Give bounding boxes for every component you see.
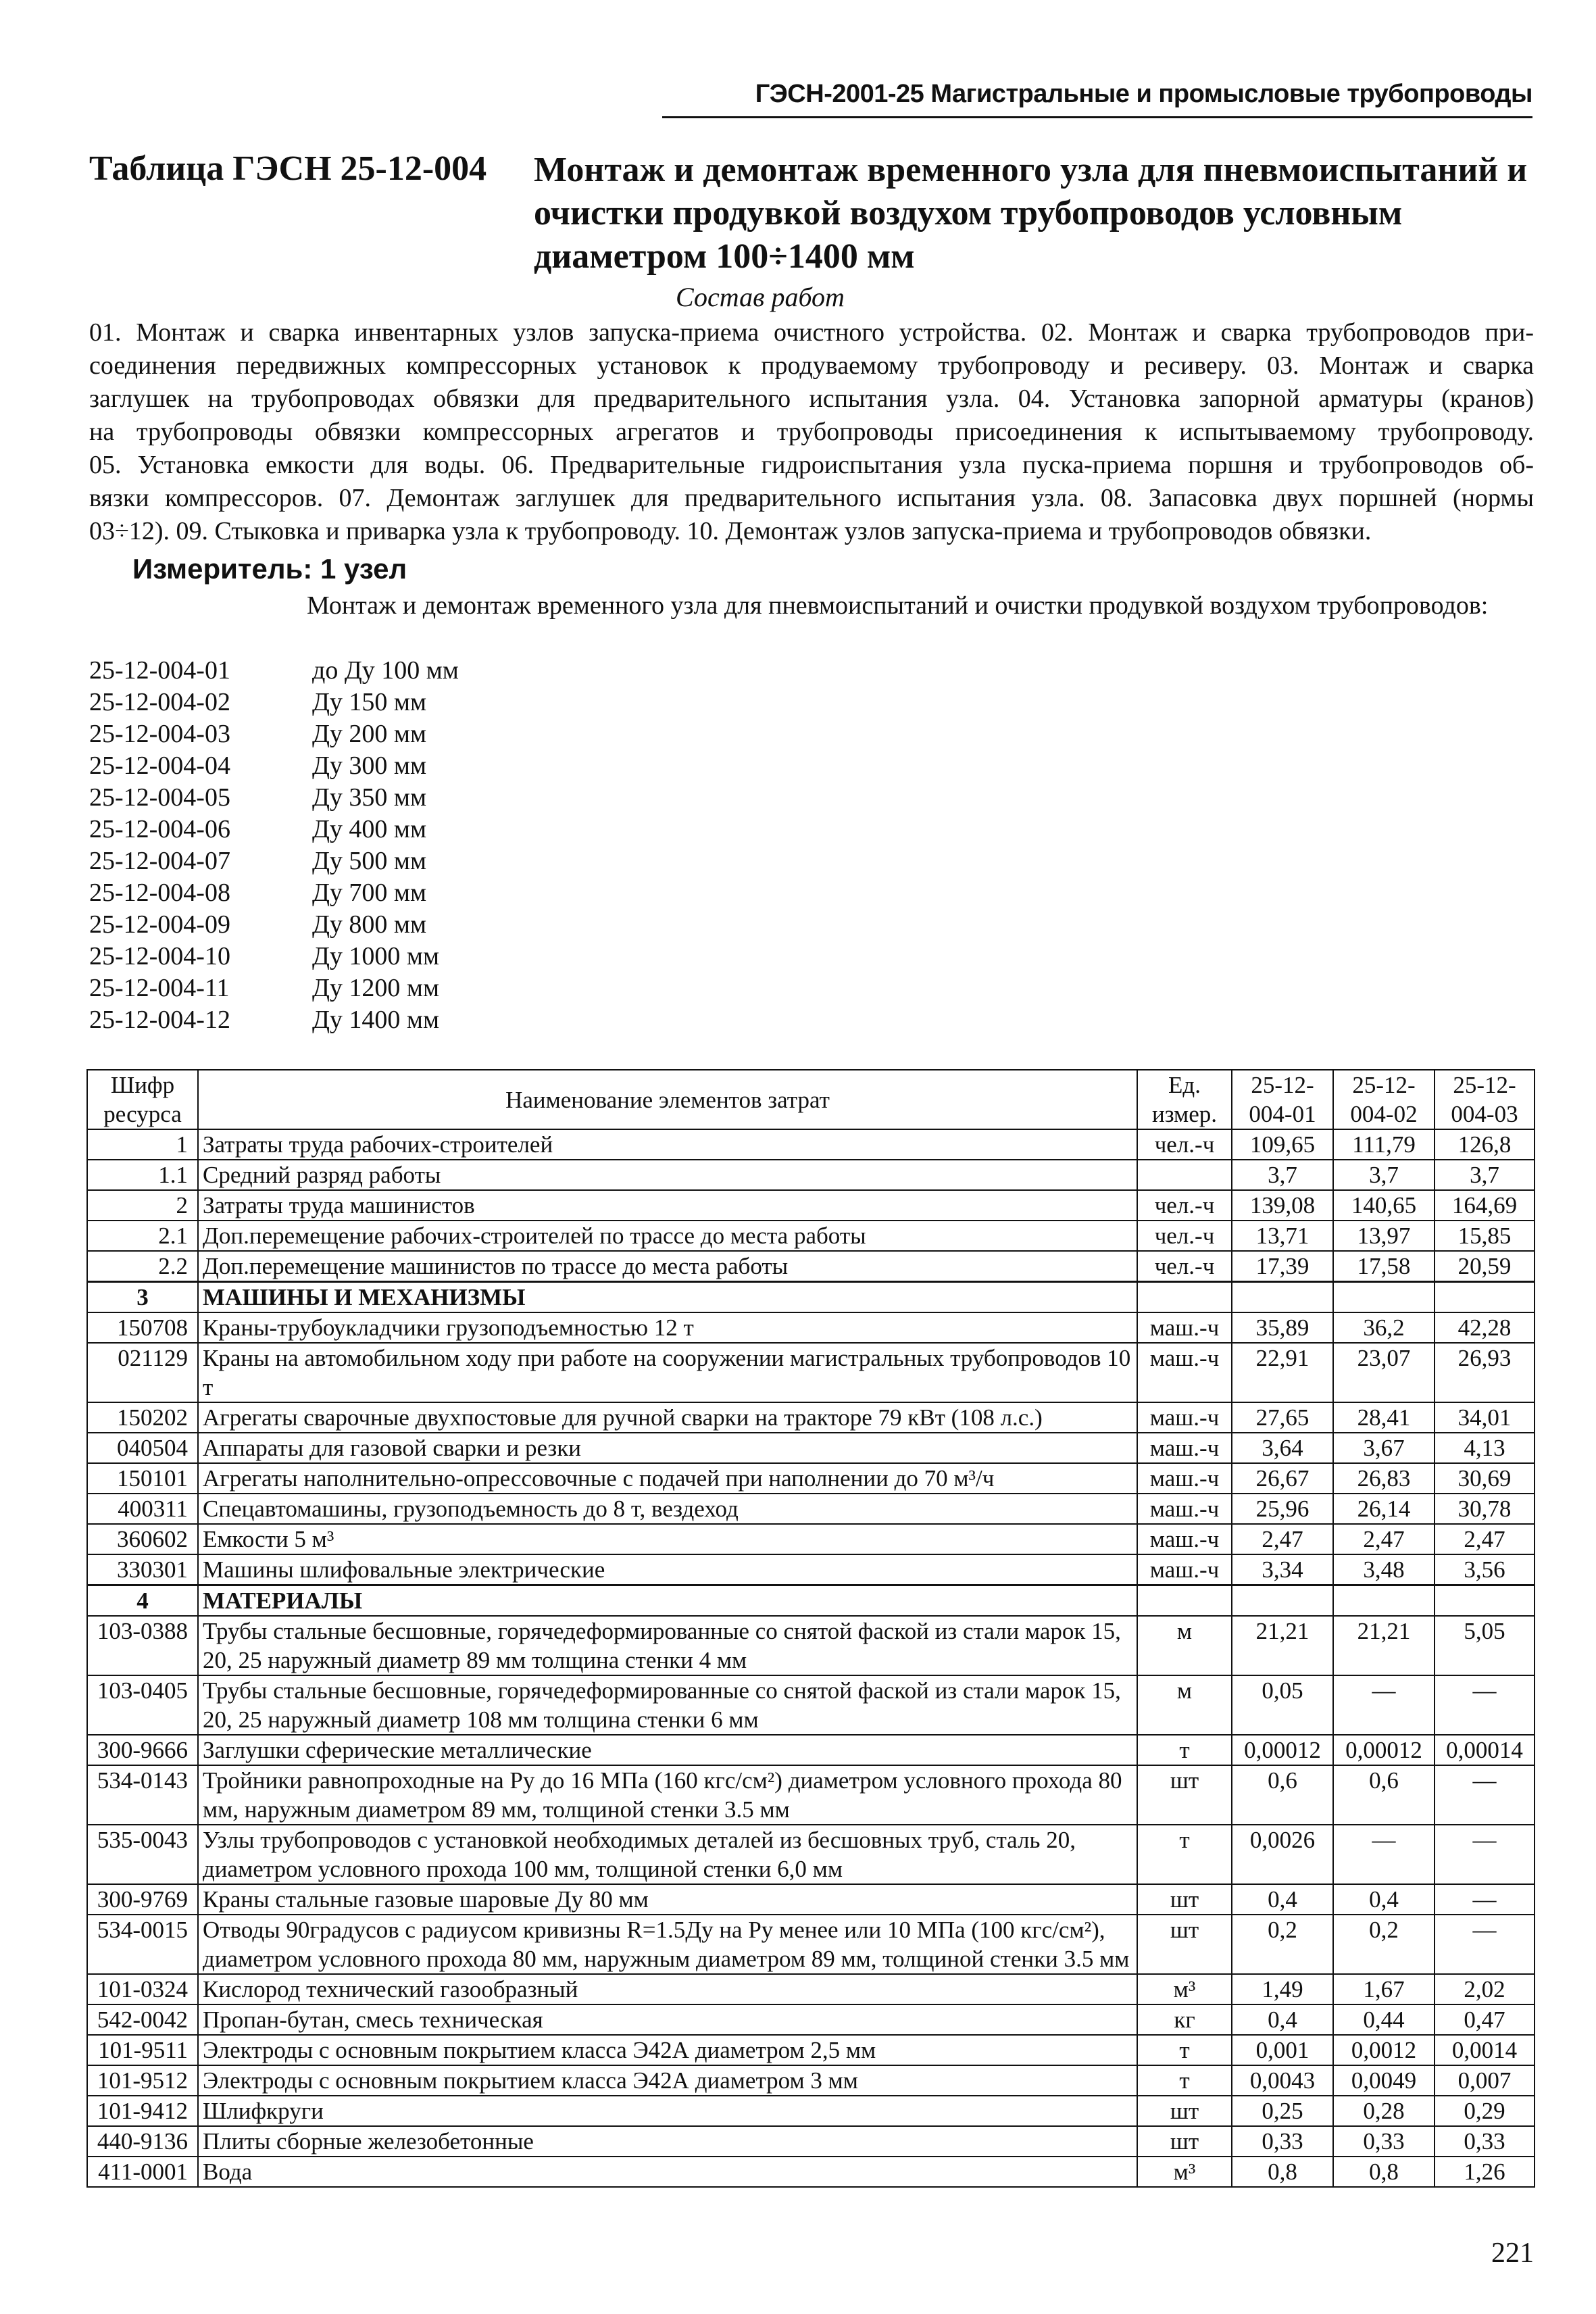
value-cell: 0,007 [1435,2065,1535,2096]
composition-line: заглушек на трубопроводах обвязки для предварительного испытания узла. 04. Установка запорной арматуры (кранов) [89,385,1534,413]
resource-name: Трубы стальные бесшовные, горячедеформированные со снятой фаской из стали марок 15, 20, 25 наружный диаметр 108 мм толщина стенки 6 мм [198,1675,1137,1735]
variant-row [89,783,697,814]
composition-line: вязки компрессоров. 07. Демонтаж заглушек для предварительного испытания узла. 08. Запасовка двух поршней (нормы [89,484,1534,512]
resource-code: 101-9511 [87,2035,198,2065]
variant-description: Ду 700 мм [312,879,427,907]
resource-code: 542-0042 [87,2004,198,2035]
value-cell: 0,29 [1435,2096,1535,2126]
resource-name: Затраты труда машинистов [198,1190,1137,1221]
value-cell: 28,41 [1333,1402,1435,1433]
table-header-row [87,1070,1535,1129]
resource-name: Краны стальные газовые шаровые Ду 80 мм [198,1884,1137,1915]
column-header: 25-12- 004-03 [1435,1070,1535,1129]
unit-cell: м³ [1137,1974,1232,2004]
value-cell: 0,44 [1333,2004,1435,2035]
value-cell: — [1333,1675,1435,1735]
table-row [87,2065,1535,2096]
resource-code: 150708 [87,1312,198,1343]
resource-code: 103-0405 [87,1675,198,1735]
value-cell: 42,28 [1435,1312,1535,1343]
resource-name: Краны-трубоукладчики грузоподъемностью 12 т [198,1312,1137,1343]
value-cell [1435,1585,1535,1617]
table-row [87,1190,1535,1221]
resource-name: Плиты сборные железобетонные [198,2126,1137,2157]
variant-description: Ду 1400 мм [312,1006,440,1034]
value-cell: 13,71 [1232,1221,1333,1251]
table-row [87,1402,1535,1433]
composition-line: на трубопроводы обвязки компрессорных агрегатов и трубопроводы присоединения к испытываемому трубопроводу. [89,418,1534,446]
unit-cell: т [1137,2065,1232,2096]
resource-name: Кислород технический газообразный [198,1974,1137,2004]
value-cell: — [1435,1884,1535,1915]
variant-code: 25-12-004-01 [89,656,230,685]
unit-cell: маш.-ч [1137,1312,1232,1343]
value-cell: 26,93 [1435,1343,1535,1402]
table-row [87,1915,1535,1974]
value-cell: 3,48 [1333,1554,1435,1585]
resource-code: 534-0143 [87,1765,198,1825]
value-cell [1232,1282,1333,1313]
value-cell: 0,0026 [1232,1825,1333,1884]
value-cell: 126,8 [1435,1129,1535,1160]
table-row [87,1251,1535,1282]
resource-name: Заглушки сферические металлические [198,1735,1137,1765]
resource-code: 2 [87,1190,198,1221]
variant-code: 25-12-004-10 [89,942,230,970]
value-cell: 0,33 [1232,2126,1333,2157]
resource-name: Аппараты для газовой сварки и резки [198,1433,1137,1463]
table-row [87,1312,1535,1343]
variant-code: 25-12-004-02 [89,688,230,716]
variant-row [89,910,697,941]
value-cell: 3,56 [1435,1554,1535,1585]
resource-code: 534-0015 [87,1915,198,1974]
unit-cell [1137,1282,1232,1313]
resource-code: 1.1 [87,1160,198,1190]
value-cell: — [1435,1765,1535,1825]
unit-cell: чел.-ч [1137,1129,1232,1160]
value-cell: 0,33 [1333,2126,1435,2157]
unit-cell: маш.-ч [1137,1494,1232,1524]
resource-code: 040504 [87,1433,198,1463]
value-cell: 0,0049 [1333,2065,1435,2096]
resource-name: Трубы стальные бесшовные, горячедеформированные со снятой фаской из стали марок 15, 20, 25 наружный диаметр 89 мм толщина стенки 4 мм [198,1616,1137,1675]
value-cell: 0,4 [1333,1884,1435,1915]
value-cell: 109,65 [1232,1129,1333,1160]
resource-name: Шлифкруги [198,2096,1137,2126]
value-cell: 34,01 [1435,1402,1535,1433]
value-cell: 36,2 [1333,1312,1435,1343]
resource-name: Агрегаты сварочные двухпостовые для ручной сварки на тракторе 79 кВт (108 л.с.) [198,1402,1137,1433]
column-header: 25-12- 004-01 [1232,1070,1333,1129]
table-row [87,1433,1535,1463]
table-row [87,1735,1535,1765]
value-cell: 27,65 [1232,1402,1333,1433]
value-cell: 1,26 [1435,2157,1535,2187]
resource-code: 101-0324 [87,1974,198,2004]
table-row [87,2126,1535,2157]
value-cell: 30,78 [1435,1494,1535,1524]
variant-code: 25-12-004-06 [89,815,230,843]
resource-code: 330301 [87,1554,198,1585]
resource-code: 3 [87,1282,198,1313]
resource-name: Пропан-бутан, смесь техническая [198,2004,1137,2035]
variant-description: Ду 1200 мм [312,974,440,1002]
variant-code: 25-12-004-07 [89,847,230,875]
running-header: ГЭСН-2001-25 Магистральные и промысловые трубопроводы [755,80,1532,108]
resource-code: 2.2 [87,1251,198,1282]
table-row [87,1160,1535,1190]
value-cell: 20,59 [1435,1251,1535,1282]
unit-cell [1137,1585,1232,1617]
value-cell: 0,6 [1232,1765,1333,1825]
unit-cell: м [1137,1675,1232,1735]
resource-code: 150202 [87,1402,198,1433]
unit-cell: чел.-ч [1137,1190,1232,1221]
variant-description: Ду 400 мм [312,815,427,843]
unit-cell: т [1137,2035,1232,2065]
resource-name: МАШИНЫ И МЕХАНИЗМЫ [198,1282,1137,1313]
variant-description: Ду 500 мм [312,847,427,875]
value-cell: 2,02 [1435,1974,1535,2004]
resource-name: Вода [198,2157,1137,2187]
resource-code: 400311 [87,1494,198,1524]
value-cell: 17,39 [1232,1251,1333,1282]
resource-code: 300-9666 [87,1735,198,1765]
variant-description: Ду 300 мм [312,752,427,780]
unit-cell: шт [1137,1765,1232,1825]
value-cell: 3,7 [1435,1160,1535,1190]
variant-row [89,1005,697,1037]
composition-line: 05. Установка емкости для воды. 06. Предварительные гидроиспытания узла пуска-приема поршня и трубопроводов об- [89,451,1534,479]
unit-cell: маш.-ч [1137,1463,1232,1494]
value-cell: 26,67 [1232,1463,1333,1494]
value-cell: 0,0012 [1333,2035,1435,2065]
value-cell [1333,1282,1435,1313]
value-cell: 21,21 [1232,1616,1333,1675]
value-cell: 2,47 [1333,1524,1435,1554]
value-cell: 164,69 [1435,1190,1535,1221]
table-row [87,2035,1535,2065]
table-row [87,2096,1535,2126]
unit-cell [1137,1160,1232,1190]
unit-cell: м [1137,1616,1232,1675]
unit-cell: маш.-ч [1137,1524,1232,1554]
resource-name: Спецавтомашины, грузоподъемность до 8 т, вездеход [198,1494,1137,1524]
value-cell: 26,83 [1333,1463,1435,1494]
value-cell: 3,64 [1232,1433,1333,1463]
value-cell: 35,89 [1232,1312,1333,1343]
value-cell: — [1435,1825,1535,1884]
resource-code: 2.1 [87,1221,198,1251]
variant-description: Ду 1000 мм [312,942,440,970]
resource-code: 4 [87,1585,198,1617]
table-row [87,1463,1535,1494]
value-cell [1232,1585,1333,1617]
value-cell: — [1435,1675,1535,1735]
section-row [87,1585,1535,1617]
resource-code: 535-0043 [87,1825,198,1884]
unit-cell: чел.-ч [1137,1221,1232,1251]
unit-cell: шт [1137,1884,1232,1915]
variant-code: 25-12-004-08 [89,879,230,907]
table-row [87,1554,1535,1585]
table-row [87,1343,1535,1402]
header-rule [662,116,1532,118]
value-cell: 0,05 [1232,1675,1333,1735]
composition-line: соединения передвижных компрессорных установок к продуваемому трубопроводу и ресиверу. 03. Монтаж и сварка [89,351,1534,380]
variant-row [89,687,697,719]
resource-name: Емкости 5 м³ [198,1524,1137,1554]
value-cell: 23,07 [1333,1343,1435,1402]
unit-cell: маш.-ч [1137,1343,1232,1402]
table-row [87,1884,1535,1915]
resource-name: Тройники равнопроходные на Ру до 16 МПа (160 кгс/см²) диаметром условного прохода 80 мм, наружным диаметром 89 мм, толщиной стенки 3.5 мм [198,1765,1137,1825]
table-row [87,1494,1535,1524]
value-cell: 4,13 [1435,1433,1535,1463]
value-cell: 0,00012 [1232,1735,1333,1765]
column-header: Наименование элементов затрат [198,1070,1137,1129]
composition-line: 03÷12). 09. Стыковка и приварка узла к трубопроводу. 10. Демонтаж узлов запуска-приема и трубопроводов обвязки. [89,517,1372,545]
table-row [87,1825,1535,1884]
resource-name: Отводы 90градусов с радиусом кривизны R=1.5Ду на Ру менее или 10 МПа (100 кгс/см²), диаметром условного прохода 80 мм, наружным диаметром 89 мм, толщиной стенки 3.5 мм [198,1915,1137,1974]
variant-row [89,814,697,846]
value-cell: 140,65 [1333,1190,1435,1221]
unit-cell: кг [1137,2004,1232,2035]
value-cell: 1,49 [1232,1974,1333,2004]
value-cell: 0,8 [1232,2157,1333,2187]
value-cell: 0,2 [1333,1915,1435,1974]
resource-name: Электроды с основным покрытием класса Э42А диаметром 3 мм [198,2065,1137,2096]
resource-code: 411-0001 [87,2157,198,2187]
measurement-unit-label: Измеритель: 1 узел [132,553,407,585]
resource-name: Электроды с основным покрытием класса Э42А диаметром 2,5 мм [198,2035,1137,2065]
unit-cell: т [1137,1735,1232,1765]
value-cell: 0,47 [1435,2004,1535,2035]
composition-line: 01. Монтаж и сварка инвентарных узлов запуска-приема очистного устройства. 02. Монтаж и сварка трубопроводов при- [89,318,1534,347]
value-cell: 3,7 [1232,1160,1333,1190]
resource-name: Затраты труда рабочих-строителей [198,1129,1137,1160]
value-cell: 25,96 [1232,1494,1333,1524]
resource-name: Узлы трубопроводов с установкой необходимых деталей из бесшовных труб, сталь 20, диаметром условного прохода 100 мм, толщиной стенки 6,0 мм [198,1825,1137,1884]
value-cell: 30,69 [1435,1463,1535,1494]
composition-heading: Состав работ [676,282,845,312]
value-cell: 0,0014 [1435,2035,1535,2065]
value-cell: — [1333,1825,1435,1884]
unit-cell: м³ [1137,2157,1232,2187]
resources-table [86,1069,1535,2188]
value-cell: 2,47 [1232,1524,1333,1554]
resource-code: 101-9512 [87,2065,198,2096]
variant-code: 25-12-004-03 [89,720,230,748]
value-cell: 0,6 [1333,1765,1435,1825]
variant-row [89,846,697,878]
value-cell: 0,25 [1232,2096,1333,2126]
variant-code: 25-12-004-09 [89,910,230,939]
value-cell [1333,1585,1435,1617]
value-cell: 0,0043 [1232,2065,1333,2096]
value-cell: 0,00012 [1333,1735,1435,1765]
unit-cell: т [1137,1825,1232,1884]
column-header: Ед. измер. [1137,1070,1232,1129]
table-row [87,2004,1535,2035]
variant-row [89,973,697,1005]
unit-cell: маш.-ч [1137,1402,1232,1433]
resource-code: 103-0388 [87,1616,198,1675]
variant-row [89,751,697,783]
table-row [87,1221,1535,1251]
resource-code: 150101 [87,1463,198,1494]
value-cell: 0,001 [1232,2035,1333,2065]
value-cell: 22,91 [1232,1343,1333,1402]
value-cell: 26,14 [1333,1494,1435,1524]
variant-row [89,656,697,687]
value-cell: 0,00014 [1435,1735,1535,1765]
value-cell: 3,67 [1333,1433,1435,1463]
variant-code: 25-12-004-05 [89,783,230,812]
resource-name: Машины шлифовальные электрические [198,1554,1137,1585]
resource-name: Средний разряд работы [198,1160,1137,1190]
value-cell: 1,67 [1333,1974,1435,2004]
resource-name: Агрегаты наполнительно-опрессовочные с подачей при наполнении до 70 м³/ч [198,1463,1137,1494]
resource-code: 300-9769 [87,1884,198,1915]
value-cell: — [1435,1915,1535,1974]
value-cell: 0,33 [1435,2126,1535,2157]
variant-code: 25-12-004-12 [89,1006,230,1034]
unit-cell: шт [1137,2126,1232,2157]
resource-name: Доп.перемещение машинистов по трассе до места работы [198,1251,1137,1282]
resource-name: Доп.перемещение рабочих-строителей по трассе до места работы [198,1221,1137,1251]
value-cell: 0,4 [1232,1884,1333,1915]
value-cell: 15,85 [1435,1221,1535,1251]
table-code: Таблица ГЭСН 25-12-004 [89,149,487,188]
value-cell: 0,4 [1232,2004,1333,2035]
table-row [87,1675,1535,1735]
variant-row [89,941,697,973]
value-cell: 0,8 [1333,2157,1435,2187]
value-cell: 17,58 [1333,1251,1435,1282]
variant-description: Ду 800 мм [312,910,427,939]
variant-description: Ду 150 мм [312,688,427,716]
unit-cell: чел.-ч [1137,1251,1232,1282]
value-cell: 21,21 [1333,1616,1435,1675]
resource-name: Краны на автомобильном ходу при работе на сооружении магистральных трубопроводов 10 т [198,1343,1137,1402]
value-cell: 139,08 [1232,1190,1333,1221]
unit-cell: маш.-ч [1137,1554,1232,1585]
table-row [87,1616,1535,1675]
unit-cell: маш.-ч [1137,1433,1232,1463]
resource-name: МАТЕРИАЛЫ [198,1585,1137,1617]
variant-row [89,719,697,751]
unit-cell: шт [1137,2096,1232,2126]
variant-row [89,878,697,910]
resource-code: 101-9412 [87,2096,198,2126]
value-cell [1435,1282,1535,1313]
page-number: 221 [1491,2238,1534,2269]
variant-description: до Ду 100 мм [312,656,459,685]
column-header: 25-12- 004-02 [1333,1070,1435,1129]
variant-code: 25-12-004-11 [89,974,230,1002]
table-row [87,1524,1535,1554]
variant-code: 25-12-004-04 [89,752,230,780]
value-cell: 13,97 [1333,1221,1435,1251]
table-row [87,2157,1535,2187]
value-cell: 3,7 [1333,1160,1435,1190]
resource-code: 021129 [87,1343,198,1402]
resource-code: 440-9136 [87,2126,198,2157]
table-row [87,1974,1535,2004]
section-row [87,1282,1535,1313]
resource-code: 360602 [87,1524,198,1554]
variant-description: Ду 350 мм [312,783,427,812]
unit-cell: шт [1137,1915,1232,1974]
table-row [87,1129,1535,1160]
resource-code: 1 [87,1129,198,1160]
variant-description: Ду 200 мм [312,720,427,748]
value-cell: 0,28 [1333,2096,1435,2126]
value-cell: 5,05 [1435,1616,1535,1675]
table-title: Монтаж и демонтаж временного узла для пневмоиспытаний и очистки продувкой воздухом трубопроводов условным диаметром 100÷1400 мм [534,151,1528,276]
value-cell: 111,79 [1333,1129,1435,1160]
value-cell: 0,2 [1232,1915,1333,1974]
column-header: Шифр ресурса [87,1070,198,1129]
value-cell: 2,47 [1435,1524,1535,1554]
value-cell: 3,34 [1232,1554,1333,1585]
table-row [87,1765,1535,1825]
variants-intro: Монтаж и демонтаж временного узла для пневмоиспытаний и очистки продувкой воздухом трубопроводов: [307,591,1489,620]
